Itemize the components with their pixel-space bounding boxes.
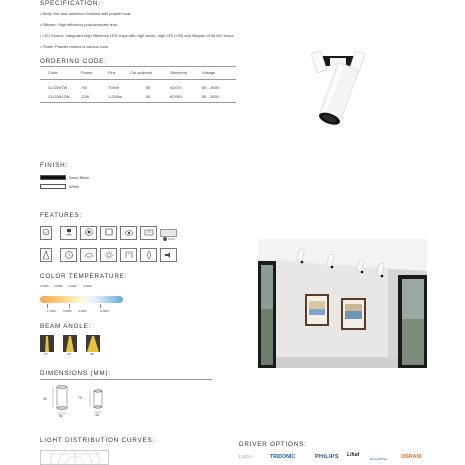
- dimensions-heading: DIMENSIONS (MM):: [40, 370, 111, 377]
- color-temperature-heading: COLOR TEMPERATURE:: [40, 273, 128, 280]
- ct-label: 3,200K: [68, 284, 77, 288]
- ordering-header-row: [48, 70, 232, 75]
- beam-angle-heading: BEAM ANGLE:: [40, 323, 92, 330]
- ct-tick: [69, 304, 70, 308]
- finish-label: White: [69, 184, 80, 189]
- cell-size: 45X70: [170, 85, 182, 90]
- spec-line-finish: • Finish: Powder coated in various color.: [40, 44, 110, 49]
- product-spotlight-image: [292, 48, 382, 140]
- ct-bottom-labels: [40, 309, 130, 315]
- cell-code: CLG0N7W: [48, 85, 68, 90]
- finish-option-black: [40, 175, 89, 180]
- spec-line-body: • Body: Die-cast aluminum finished with powder coat.: [40, 11, 132, 16]
- logo-philips: PHILIPS: [315, 454, 339, 460]
- feature-icon: [80, 226, 97, 240]
- ordering-divider-top: [40, 66, 236, 67]
- feature-icon: [140, 226, 157, 240]
- ct-label: 2,800K: [54, 284, 63, 288]
- ct-label: 2,700K: [47, 309, 56, 313]
- col-header: Code: [48, 70, 58, 75]
- light-distribution-heading: LIGHT DISTRIBUTION CURVES:: [40, 437, 156, 444]
- ct-tick: [100, 304, 101, 308]
- logo-eaglerise: EAGLERISE: [370, 457, 388, 461]
- swatch-white: [40, 184, 66, 189]
- col-header: Cut out(mm): [130, 70, 153, 75]
- finish-option-white: [40, 184, 79, 189]
- swatch-black: [40, 175, 66, 180]
- spec-line-diffuser: • Diffuser: High efficiency polycarbonate lens.: [40, 22, 118, 27]
- ordering-divider-bottom: [40, 102, 236, 103]
- cell-power: 7W: [81, 85, 87, 90]
- col-header: Power: [81, 70, 93, 75]
- cell-power: 12W: [81, 94, 90, 99]
- beam-15-icon: [40, 335, 54, 352]
- finish-heading: FINISH:: [40, 162, 68, 169]
- logo-tridonic: TRIDONIC: [270, 454, 296, 460]
- interior-photo: [258, 239, 427, 368]
- dim-small-width: 45: [95, 413, 99, 417]
- beam-label: 15°: [44, 352, 49, 356]
- ct-label: 4,200K: [78, 309, 87, 313]
- beam-24-icon: [63, 335, 77, 352]
- specification-list: [40, 11, 270, 49]
- dim-big-width: 60: [59, 414, 63, 418]
- ordering-table-body: [48, 83, 232, 101]
- features-heading: FEATURES:: [40, 212, 83, 219]
- cell-size: 60X90: [170, 94, 182, 99]
- ct-label: 3,000K: [63, 309, 72, 313]
- beam-angle-icons: [40, 335, 110, 357]
- ct-top-labels: [40, 284, 130, 290]
- feature-icon: [100, 226, 117, 240]
- cell-flux: 1,200lm: [108, 94, 123, 99]
- feature-icon: [100, 248, 117, 262]
- feature-icon: [40, 226, 52, 240]
- cell-cutout: 55: [146, 94, 151, 99]
- dim-big-height: 90: [43, 397, 47, 401]
- feature-icon: [60, 248, 77, 262]
- ct-label: 3,800K: [83, 284, 92, 288]
- cell-flux: 700lm: [108, 85, 119, 90]
- cell-cutout: 55: [146, 85, 151, 90]
- cell-code: CLG0N12W: [48, 94, 70, 99]
- specification-heading: SPECIFICATION:: [40, 0, 101, 7]
- dimensions-drawing: [40, 382, 120, 422]
- features-grid: [40, 226, 180, 266]
- driver-options-heading: DRIVER OPTIONS:: [239, 441, 307, 448]
- table-row: [48, 83, 232, 92]
- ct-tick: [47, 304, 48, 308]
- table-row: [48, 92, 232, 101]
- feature-icon: [140, 248, 157, 262]
- feature-icon: [160, 248, 177, 262]
- finish-label: Sand Black: [69, 175, 90, 180]
- feature-icon: [160, 229, 177, 237]
- col-header: Size(mm): [170, 70, 188, 75]
- col-header: Flux: [108, 70, 116, 75]
- feature-icon: [60, 226, 77, 240]
- driver-logos: [239, 452, 429, 464]
- feature-icon: [120, 226, 137, 240]
- beam-label: 24°: [67, 352, 72, 356]
- cell-voltage: 85 - 265V: [202, 85, 220, 90]
- ordering-table: [48, 70, 232, 75]
- logo-luca: LUCA: [239, 454, 252, 459]
- light-distribution-chart: [40, 450, 110, 465]
- feature-icon: [40, 248, 52, 262]
- logo-osram: OSRAM: [401, 454, 422, 460]
- ct-label: 6,000K: [100, 309, 109, 313]
- spec-line-led-source: • LED Source: Integrated high efficiency LED chips with high lumen, high CRI (>90) and lifespan of 50,000 hours.: [40, 33, 235, 38]
- ordering-heading: ORDERING CODE:: [40, 58, 107, 65]
- col-header: Voltage: [202, 70, 216, 75]
- beam-36-icon: [86, 335, 100, 352]
- ct-label: 2,200K: [40, 284, 49, 288]
- logo-lifud: Lifud: [347, 452, 360, 458]
- feature-icon: [80, 248, 97, 262]
- feature-icon: [120, 248, 137, 262]
- beam-label: 36°: [90, 352, 95, 356]
- dimensions-divider: [40, 379, 212, 380]
- cell-voltage: 85 - 265V: [202, 94, 220, 99]
- dim-small-height: 70: [78, 396, 82, 400]
- ordering-divider-mid: [40, 79, 236, 80]
- color-temperature-bar: [40, 296, 123, 303]
